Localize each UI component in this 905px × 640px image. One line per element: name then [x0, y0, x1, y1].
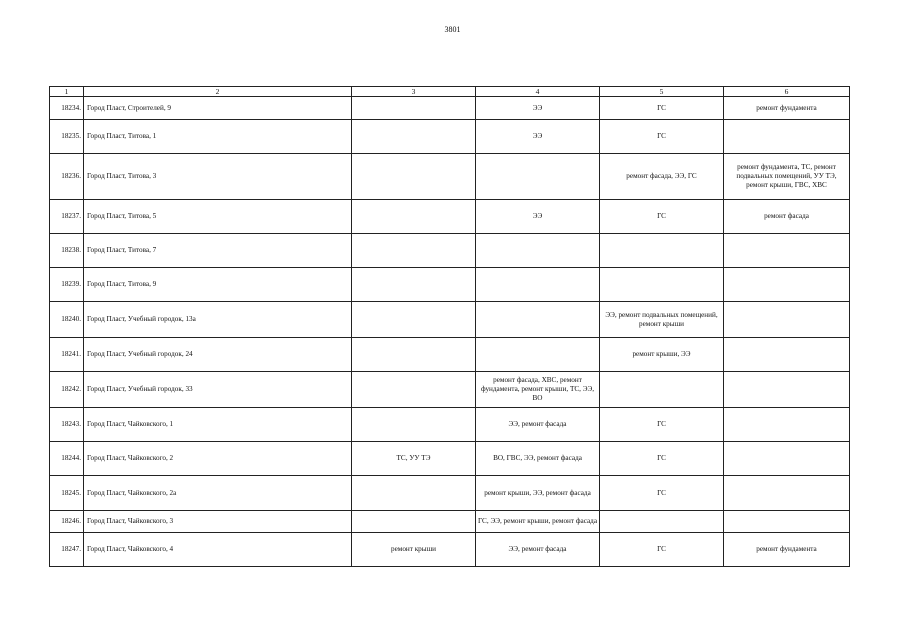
table-row: [50, 234, 850, 268]
column-3-cell: ремонт крыши: [352, 533, 476, 567]
column-4-cell: [476, 234, 600, 268]
address-cell: Город Пласт, Титова, 1: [84, 120, 352, 154]
table-row: [50, 268, 850, 302]
address-cell: Город Пласт, Титова, 5: [84, 200, 352, 234]
column-4-cell: ремонт фасада, ХВС, ремонт фундамента, ремонт крыши, ТС, ЭЭ, ВО: [476, 372, 600, 408]
registry-table: [49, 86, 850, 567]
column-3-cell: [352, 268, 476, 302]
table-row: [50, 442, 850, 476]
column-4-cell: ремонт крыши, ЭЭ, ремонт фасада: [476, 476, 600, 511]
address-cell: Город Пласт, Чайковского, 4: [84, 533, 352, 567]
column-3-cell: [352, 338, 476, 372]
header-row: [50, 87, 850, 97]
row-number: 18237.: [50, 200, 84, 234]
row-number: 18243.: [50, 408, 84, 442]
column-header-6: 6: [724, 87, 850, 97]
column-5-cell: ГС: [600, 442, 724, 476]
table-row: [50, 408, 850, 442]
column-6-cell: ремонт фундамента: [724, 533, 850, 567]
column-6-cell: ремонт фундамента: [724, 97, 850, 120]
column-6-cell: ремонт фундамента, ТС, ремонт подвальных помещений, УУ ТЭ, ремонт крыши, ГВС, ХВС: [724, 154, 850, 200]
column-5-cell: ремонт фасада, ЭЭ, ГС: [600, 154, 724, 200]
table-row: [50, 200, 850, 234]
column-5-cell: ГС: [600, 476, 724, 511]
table-row: [50, 511, 850, 533]
address-cell: Город Пласт, Чайковского, 2а: [84, 476, 352, 511]
page-number: 3801: [444, 25, 461, 34]
row-number: 18247.: [50, 533, 84, 567]
column-header-1: 1: [50, 87, 84, 97]
table-row: [50, 533, 850, 567]
table-body: [50, 97, 850, 567]
address-cell: Город Пласт, Титова, 7: [84, 234, 352, 268]
row-number: 18239.: [50, 268, 84, 302]
column-3-cell: [352, 234, 476, 268]
column-4-cell: [476, 338, 600, 372]
column-5-cell: ремонт крыши, ЭЭ: [600, 338, 724, 372]
column-header-4: 4: [476, 87, 600, 97]
column-4-cell: [476, 154, 600, 200]
column-6-cell: [724, 372, 850, 408]
row-number: 18240.: [50, 302, 84, 338]
column-3-cell: [352, 302, 476, 338]
column-header-2: 2: [84, 87, 352, 97]
column-6-cell: [724, 511, 850, 533]
column-5-cell: [600, 268, 724, 302]
column-5-cell: ГС: [600, 408, 724, 442]
column-4-cell: [476, 302, 600, 338]
address-cell: Город Пласт, Чайковского, 1: [84, 408, 352, 442]
column-4-cell: ЭЭ, ремонт фасада: [476, 533, 600, 567]
column-6-cell: [724, 338, 850, 372]
column-5-cell: ЭЭ, ремонт подвальных помещений, ремонт крыши: [600, 302, 724, 338]
column-header-5: 5: [600, 87, 724, 97]
address-cell: Город Пласт, Строителей, 9: [84, 97, 352, 120]
column-3-cell: [352, 408, 476, 442]
column-3-cell: [352, 511, 476, 533]
table-row: [50, 97, 850, 120]
row-number: 18241.: [50, 338, 84, 372]
column-6-cell: [724, 408, 850, 442]
column-3-cell: [352, 97, 476, 120]
table-row: [50, 120, 850, 154]
column-6-cell: [724, 476, 850, 511]
column-3-cell: [352, 154, 476, 200]
column-6-cell: [724, 442, 850, 476]
row-number: 18245.: [50, 476, 84, 511]
address-cell: Город Пласт, Учебный городок, 13а: [84, 302, 352, 338]
column-header-3: 3: [352, 87, 476, 97]
column-6-cell: [724, 302, 850, 338]
column-6-cell: ремонт фасада: [724, 200, 850, 234]
column-3-cell: [352, 476, 476, 511]
row-number: 18236.: [50, 154, 84, 200]
row-number: 18242.: [50, 372, 84, 408]
column-5-cell: [600, 511, 724, 533]
row-number: 18234.: [50, 97, 84, 120]
address-cell: Город Пласт, Чайковского, 3: [84, 511, 352, 533]
address-cell: Город Пласт, Учебный городок, 33: [84, 372, 352, 408]
column-5-cell: ГС: [600, 533, 724, 567]
column-5-cell: ГС: [600, 120, 724, 154]
row-number: 18244.: [50, 442, 84, 476]
column-4-cell: ЭЭ: [476, 97, 600, 120]
row-number: 18235.: [50, 120, 84, 154]
column-6-cell: [724, 120, 850, 154]
table-row: [50, 154, 850, 200]
column-3-cell: [352, 120, 476, 154]
column-5-cell: [600, 234, 724, 268]
column-6-cell: [724, 234, 850, 268]
column-4-cell: ГС, ЭЭ, ремонт крыши, ремонт фасада: [476, 511, 600, 533]
address-cell: Город Пласт, Титова, 9: [84, 268, 352, 302]
table-row: [50, 338, 850, 372]
row-number: 18238.: [50, 234, 84, 268]
column-3-cell: [352, 200, 476, 234]
column-5-cell: ГС: [600, 97, 724, 120]
column-4-cell: ЭЭ: [476, 200, 600, 234]
column-5-cell: ГС: [600, 200, 724, 234]
column-3-cell: ТС, УУ ТЭ: [352, 442, 476, 476]
column-3-cell: [352, 372, 476, 408]
column-4-cell: [476, 268, 600, 302]
column-4-cell: ЭЭ, ремонт фасада: [476, 408, 600, 442]
column-5-cell: [600, 372, 724, 408]
column-4-cell: ВО, ГВС, ЭЭ, ремонт фасада: [476, 442, 600, 476]
address-cell: Город Пласт, Титова, 3: [84, 154, 352, 200]
row-number: 18246.: [50, 511, 84, 533]
address-cell: Город Пласт, Чайковского, 2: [84, 442, 352, 476]
column-6-cell: [724, 268, 850, 302]
table-row: [50, 476, 850, 511]
address-cell: Город Пласт, Учебный городок, 24: [84, 338, 352, 372]
column-4-cell: ЭЭ: [476, 120, 600, 154]
table-row: [50, 372, 850, 408]
table-row: [50, 302, 850, 338]
